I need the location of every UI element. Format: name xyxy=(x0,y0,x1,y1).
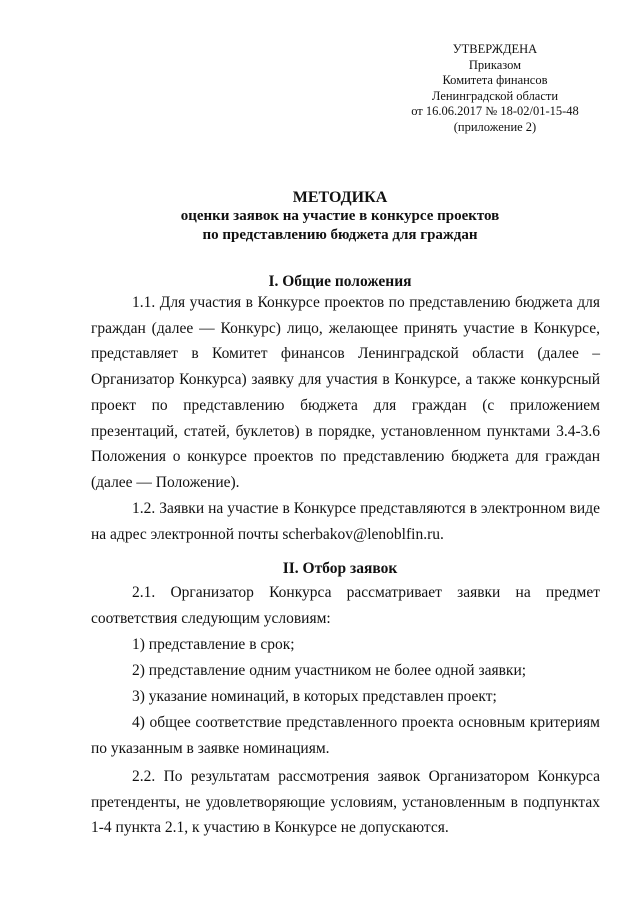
approval-line-region: Ленинградской области xyxy=(431,88,559,103)
paragraph-1-2: 1.2. Заявки на участие в Конкурсе представляются в электронном виде на адрес электронной почты scherbakov@lenoblfin.ru. xyxy=(91,500,600,543)
list-item-4: 4) общее соответствие представленного проекта основным критериям по указанным в заявке номинациям. xyxy=(91,714,600,757)
title-line-3: по представлению бюджета для граждан xyxy=(202,227,478,243)
list-item-1: 1) представление в срок; xyxy=(132,636,295,653)
approval-line-order: Приказом xyxy=(468,57,522,72)
title-line-2: оценки заявок на участие в конкурсе проектов xyxy=(180,208,500,224)
title-main: МЕТОДИКА xyxy=(292,189,388,206)
approval-line-date-number: от 16.06.2017 № 18-02/01-15-48 xyxy=(411,104,579,119)
approval-stamp xyxy=(380,42,610,136)
approval-line-committee: Комитета финансов xyxy=(442,73,548,88)
paragraph-2-1: 2.1. Организатор Конкурса рассматривает заявки на предмет соответствия следующим условиям: xyxy=(91,584,600,627)
paragraph-1-1: 1.1. Для участия в Конкурсе проектов по представлению бюджета для граждан (далее — Конкурс) лицо, желающее принять участие в Конкурсе, представляет в Комитет финансов Ленинградской области (далее – Организатор Конкурса) заявку для участия в Конкурсе, а также конкурсный проект по представлению бюджета для граждан (с приложением презентаций, статей, буклетов) в порядке, установленном пунктами 3.4-3.6 Положения о конкурсе проектов по представлению бюджета для граждан (далее — Положение). xyxy=(91,294,600,491)
list-item-2: 2) представление одним участником не более одной заявки; xyxy=(132,662,527,679)
approval-line-appendix: (приложение 2) xyxy=(453,119,537,134)
section-2-heading: II. Отбор заявок xyxy=(282,560,398,577)
approval-line-approved: УТВЕРЖДЕНА xyxy=(452,42,538,56)
list-item-3: 3) указание номинаций, в которых представлен проект; xyxy=(132,688,497,705)
document-title xyxy=(80,188,600,245)
paragraph-2-2: 2.2. По результатам рассмотрения заявок Организатором Конкурса претенденты, не удовлетворяющие условиям, установленным в подпунктах 1-4 пункта 2.1, к участию в Конкурсе не допускаются. xyxy=(91,768,600,837)
section-1-heading: I. Общие положения xyxy=(268,273,412,290)
